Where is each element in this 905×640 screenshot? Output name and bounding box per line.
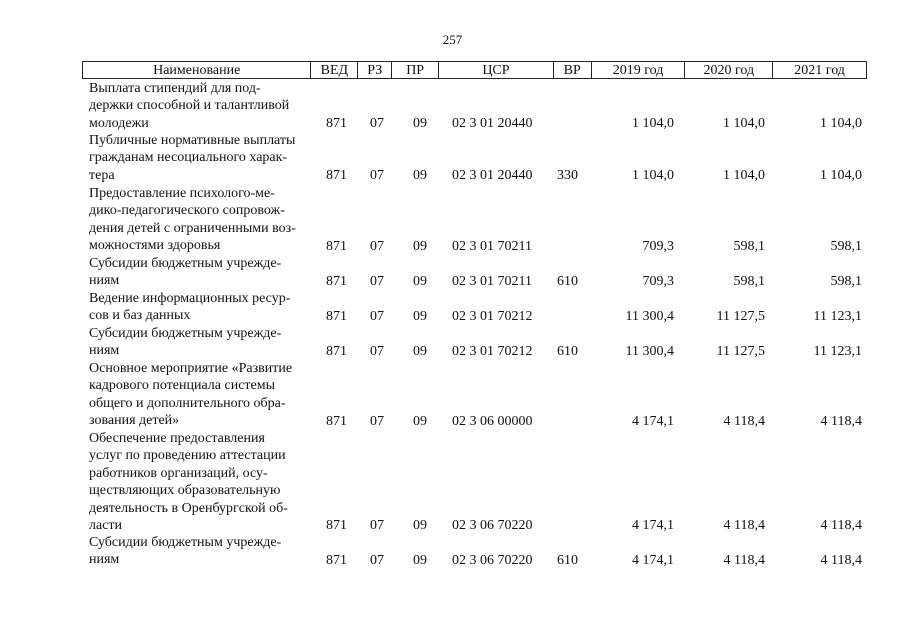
row-ved: 871 (326, 308, 347, 324)
row-name: Предоставление психолого-ме- дико-педагогического сопровож- дения детей с ограниченными воз- можностями здоровья (89, 186, 296, 254)
row-2021: 4 118,4 (820, 517, 862, 533)
row-csr: 02 3 06 70220 (452, 552, 533, 568)
row-name: Основное мероприятие «Развитие кадрового потенциала системы общего и дополнительного обра- зования детей» (89, 361, 293, 429)
row-vr: 610 (557, 552, 578, 568)
row-name: Субсидии бюджетным учрежде- ниям (89, 256, 282, 289)
header-2019: 2019 год (592, 62, 686, 78)
row-name: Ведение информационных ресур- сов и баз данных (89, 291, 291, 324)
row-csr: 02 3 01 70212 (452, 343, 533, 359)
row-rz: 07 (370, 552, 384, 568)
table-row (0, 255, 905, 290)
row-csr: 02 3 06 70220 (452, 517, 533, 533)
row-ved: 871 (326, 115, 347, 131)
row-vr: 610 (557, 273, 578, 289)
header-pr: ПР (392, 62, 439, 78)
row-2019: 4 174,1 (632, 517, 674, 533)
row-csr: 02 3 01 70211 (452, 273, 532, 289)
row-2021: 598,1 (830, 273, 862, 289)
row-2019: 4 174,1 (632, 413, 674, 429)
row-2020: 11 127,5 (716, 308, 765, 324)
row-name: Субсидии бюджетным учрежде- ниям (89, 326, 282, 359)
row-name: Выплата стипендий для под- держки способной и талантливой молодежи (89, 81, 290, 131)
row-2019: 4 174,1 (632, 552, 674, 568)
table-row (0, 290, 905, 325)
row-csr: 02 3 01 70211 (452, 238, 532, 254)
row-ved: 871 (326, 343, 347, 359)
row-2019: 11 300,4 (625, 308, 674, 324)
row-2020: 4 118,4 (723, 413, 765, 429)
row-2019: 709,3 (642, 238, 674, 254)
header-2021: 2021 год (794, 63, 845, 78)
row-ved: 871 (326, 552, 347, 568)
row-2020: 598,1 (733, 273, 765, 289)
table-row (0, 185, 905, 255)
row-rz: 07 (370, 238, 384, 254)
row-vr: 330 (557, 167, 578, 183)
row-pr: 09 (413, 115, 427, 131)
row-rz: 07 (370, 273, 384, 289)
row-2021: 4 118,4 (820, 552, 862, 568)
row-rz: 07 (370, 167, 384, 183)
row-name: Обеспечение предоставления услуг по проведению аттестации работников организаций, осу- ществляющих образовательную деятельность в Оренбургской об- ласти (89, 431, 288, 534)
header-2020: 2020 год (685, 62, 773, 78)
header-ved: ВЕД (311, 62, 358, 78)
row-2020: 1 104,0 (723, 167, 765, 183)
row-rz: 07 (370, 308, 384, 324)
header-csr: ЦСР (439, 62, 554, 78)
row-pr: 09 (413, 273, 427, 289)
row-rz: 07 (370, 115, 384, 131)
row-2020: 598,1 (733, 238, 765, 254)
header-name: Наименование (83, 62, 311, 78)
row-2019: 11 300,4 (625, 343, 674, 359)
row-pr: 09 (413, 308, 427, 324)
row-rz: 07 (370, 517, 384, 533)
table-row (0, 534, 905, 569)
table-row (0, 360, 905, 430)
table-row (0, 430, 905, 534)
row-2020: 4 118,4 (723, 552, 765, 568)
row-csr: 02 3 06 00000 (452, 413, 533, 429)
row-2021: 1 104,0 (820, 115, 862, 131)
row-csr: 02 3 01 20440 (452, 167, 533, 183)
row-pr: 09 (413, 413, 427, 429)
row-2021: 1 104,0 (820, 167, 862, 183)
table-header (82, 61, 867, 79)
row-pr: 09 (413, 167, 427, 183)
row-ved: 871 (326, 273, 347, 289)
row-name: Субсидии бюджетным учрежде- ниям (89, 535, 282, 568)
row-vr: 610 (557, 343, 578, 359)
row-2021: 4 118,4 (820, 413, 862, 429)
table-row (0, 325, 905, 360)
row-csr: 02 3 01 70212 (452, 308, 533, 324)
row-ved: 871 (326, 517, 347, 533)
row-name: Публичные нормативные выплаты гражданам несоциального харак- тера (89, 133, 296, 183)
row-pr: 09 (413, 517, 427, 533)
row-ved: 871 (326, 167, 347, 183)
row-pr: 09 (413, 552, 427, 568)
row-2021: 11 123,1 (813, 343, 862, 359)
row-2020: 11 127,5 (716, 343, 765, 359)
row-2019: 1 104,0 (632, 115, 674, 131)
row-ved: 871 (326, 238, 347, 254)
row-ved: 871 (326, 413, 347, 429)
table-row (0, 132, 905, 184)
row-rz: 07 (370, 413, 384, 429)
page-number: 257 (442, 32, 463, 47)
row-2019: 1 104,0 (632, 167, 674, 183)
row-2020: 1 104,0 (723, 115, 765, 131)
row-csr: 02 3 01 20440 (452, 115, 533, 131)
row-rz: 07 (370, 343, 384, 359)
row-pr: 09 (413, 238, 427, 254)
table-row (0, 80, 905, 132)
header-rz: РЗ (358, 62, 392, 78)
row-2019: 709,3 (642, 273, 674, 289)
row-pr: 09 (413, 343, 427, 359)
row-2020: 4 118,4 (723, 517, 765, 533)
header-vr: ВР (554, 62, 592, 78)
row-2021: 598,1 (830, 238, 862, 254)
row-2021: 11 123,1 (813, 308, 862, 324)
